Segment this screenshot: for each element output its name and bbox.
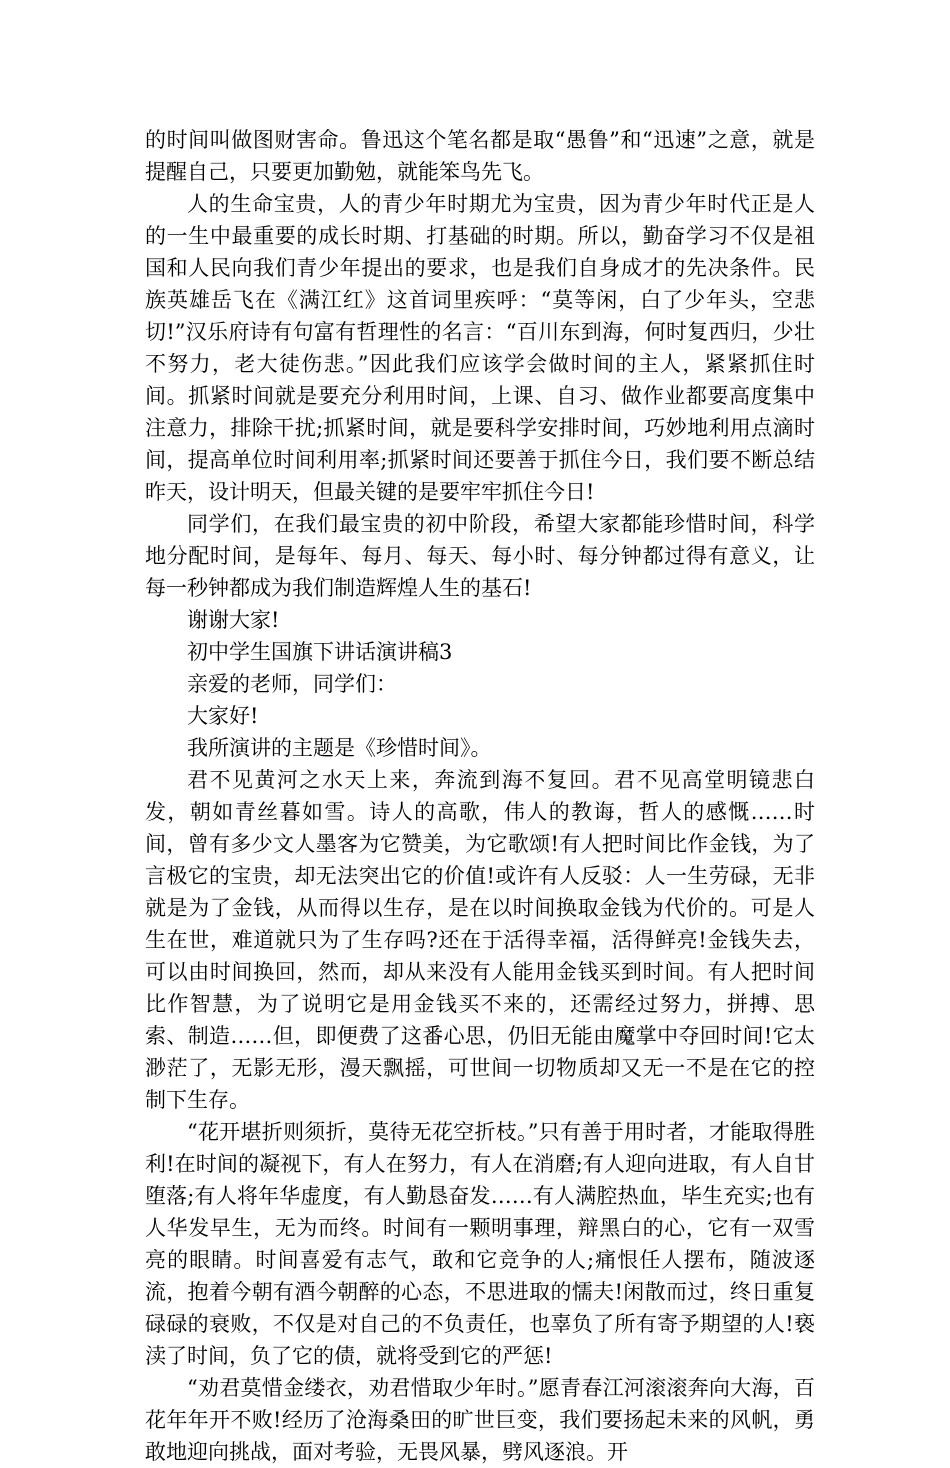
greeting: 大家好! — [187, 704, 259, 728]
document-body — [145, 124, 815, 1468]
paragraph-10: “花开堪折则须折，莫待无花空折枝。”只有善于用时者，才能取得胜利!在时间的凝视下，有人在努力，有人在消磨;有人迎向进取，有人自甘堕落;有人将年华虚度，有人勤恳奋发……有人满腔热血，毕生充实;也有人华发早生，无为而终。时间有一颗明事理，辩黑白的心，它有一双雪亮的眼睛。时间喜爱有志气，敢和它竞争的人;痛恨任人摆布，随波逐流，抱着今朝有酒今朝醉的心态，不思进取的懦夫!闲散而过，终日重复碌碌的衰败，不仅是对自己的不负责任，也辜负了所有寄予期望的人!亵渎了时间，负了它的债，就将受到它的严惩! — [145, 1120, 815, 1368]
paragraph-3: 同学们，在我们最宝贵的初中阶段，希望大家都能珍惜时间，科学地分配时间，是每年、每月、每天、每小时、每分钟都过得有意义，让每一秒钟都成为我们制造辉煌人生的基石! — [145, 512, 815, 600]
section-title: 初中学生国旗下讲话演讲稿3 — [187, 640, 453, 664]
paragraph-2: 人的生命宝贵，人的青少年时期尤为宝贵，因为青少年时代正是人的一生中最重要的成长时期、打基础的时期。所以，勤奋学习不仅是祖国和人民向我们青少年提出的要求，也是我们自身成才的先决条件。民族英雄岳飞在《满江红》这首词里疾呼：“莫等闲，白了少年头，空悲切!”汉乐府诗有句富有哲理性的名言：“百川东到海，何时复西归，少壮不努力，老大徒伤悲。”因此我们应该学会做时间的主人，紧紧抓住时间。抓紧时间就是要充分利用时间，上课、自习、做作业都要高度集中注意力，排除干扰;抓紧时间，就是要科学安排时间，巧妙地利用点滴时间，提高单位时间利用率;抓紧时间还要善于抓住今日，我们要不断总结昨天，设计明天，但最关键的是要牢牢抓住今日! — [145, 192, 815, 504]
topic-line: 我所演讲的主题是《珍惜时间》。 — [187, 736, 492, 760]
paragraph-1: 的时间叫做图财害命。鲁迅这个笔名都是取“愚鲁”和“迅速”之意，就是提醒自己，只要更加勤勉，就能笨鸟先飞。 — [145, 128, 815, 184]
paragraph-11: “劝君莫惜金缕衣，劝君惜取少年时。”愿青春江河滚滚奔向大海，百花年年开不败!经历了沧海桑田的旷世巨变，我们要扬起未来的风帆，勇敢地迎向挑战，面对考验，无畏风暴，劈风逐浪。开 — [145, 1376, 815, 1464]
salutation: 亲爱的老师，同学们： — [187, 672, 397, 696]
paragraph-9: 君不见黄河之水天上来，奔流到海不复回。君不见高堂明镜悲白发，朝如青丝暮如雪。诗人的高歌，伟人的教诲，哲人的感慨……时间，曾有多少文人墨客为它赞美，为它歌颂!有人把时间比作金钱，为了言极它的宝贵，却无法突出它的价值!或许有人反驳：人一生劳碌，无非就是为了金钱，从而得以生存，是在以时间换取金钱为代价的。可是人生在世，难道就只为了生存吗?还在于活得幸福，活得鲜亮!金钱失去，可以由时间换回，然而，却从来没有人能用金钱买到时间。有人把时间比作智慧，为了说明它是用金钱买不来的，还需经过努力，拼搏、思索、制造……但，即便费了这番心思，仍旧无能由魔掌中夺回时间!它太渺茫了，无影无形，漫天飘摇，可世间一切物质却又无一不是在它的控制下生存。 — [145, 768, 815, 1112]
thanks-line: 谢谢大家! — [187, 608, 280, 632]
